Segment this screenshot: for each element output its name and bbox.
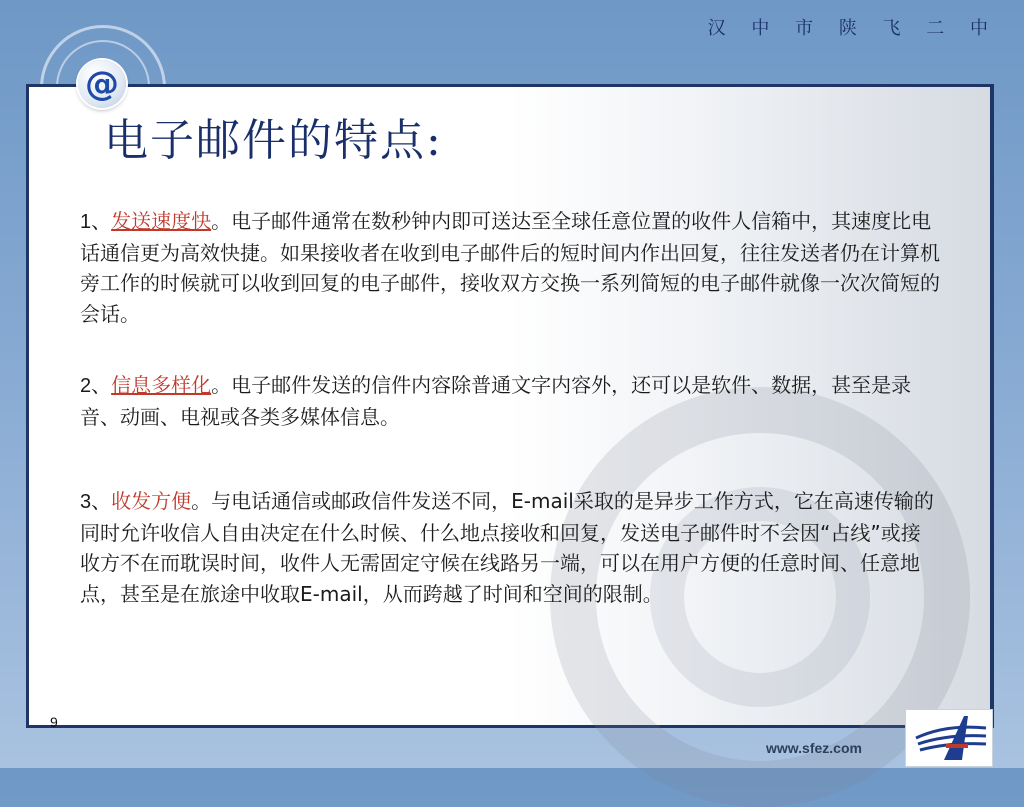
page-number: 9 (50, 714, 58, 730)
item-text: 。电子邮件通常在数秒钟内即可送达至全球任意位置的收件人信箱中，其速度比电话通信更为高效快捷。如果接收者在收到电子邮件后的短时间内作出回复，往往发送者仍在计算机旁工作的时候就可以收到回复的电子邮件，接收双方交换一系列简短的电子邮件就像一次次简短的会话。 (80, 209, 940, 326)
feature-item-convenience (80, 486, 940, 609)
at-sign-icon: @ (78, 60, 126, 108)
school-logo-icon (905, 709, 993, 767)
item-highlight: 信息多样化 (111, 373, 212, 397)
item-text: 。电子邮件发送的信件内容除普通文字内容外，还可以是软件、数据，甚至是录音、动画、电视或各类多媒体信息。 (80, 373, 912, 429)
item-number: 2、 (80, 375, 112, 397)
feature-item-speed (80, 206, 940, 329)
item-number: 3、 (80, 491, 112, 513)
footer-url: www.sfez.com (766, 740, 862, 756)
item-highlight: 收发方便 (111, 489, 192, 513)
feature-item-variety (80, 370, 940, 432)
item-highlight: 发送速度快 (111, 209, 212, 233)
item-number: 1、 (80, 211, 112, 233)
slide-title: 电子邮件的特点: (104, 115, 443, 166)
school-name: 汉 中 市 陕 飞 二 中 (707, 18, 998, 39)
item-text: 。与电话通信或邮政信件发送不同，E-mail采取的是异步工作方式，它在高速传输的同时允许收信人自由决定在什么时候、什么地点接收和回复，发送电子邮件时不会因“占线”或接收方不在而耽误时间，收件人无需固定守候在线路另一端，可以在用户方便的任意时间、任意地点，甚至是在旅途中收取E-mail，从而跨越了时间和空间的限制。 (80, 489, 934, 606)
